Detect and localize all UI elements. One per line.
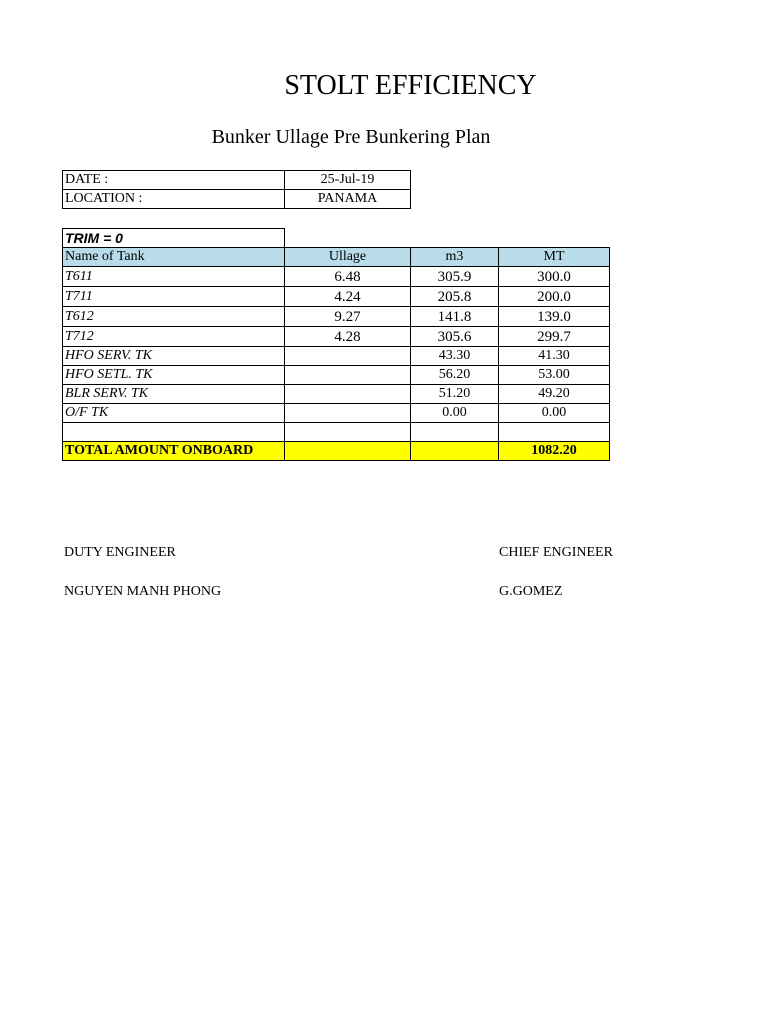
header-ullage: Ullage: [285, 248, 411, 267]
location-row: [63, 190, 411, 209]
total-label: TOTAL AMOUNT ONBOARD: [63, 442, 285, 461]
table-row: [63, 366, 610, 385]
date-row: [63, 171, 411, 190]
location-value: PANAMA: [285, 190, 411, 209]
empty-cell: [285, 423, 411, 442]
tank-ullage: [285, 347, 411, 366]
tank-m3: 0.00: [411, 404, 499, 423]
tank-m3: 56.20: [411, 366, 499, 385]
tank-name: HFO SERV. TK: [63, 347, 285, 366]
tank-mt: 0.00: [499, 404, 610, 423]
tank-ullage: [285, 404, 411, 423]
tank-mt: 300.0: [499, 267, 610, 287]
tank-name: BLR SERV. TK: [63, 385, 285, 404]
tank-m3: 51.20: [411, 385, 499, 404]
tank-mt: 139.0: [499, 307, 610, 327]
tank-ullage: [285, 385, 411, 404]
tank-mt: 41.30: [499, 347, 610, 366]
trim-label: TRIM = 0: [63, 229, 285, 248]
header-m3: m3: [411, 248, 499, 267]
empty-row: [63, 423, 610, 442]
document-title: STOLT EFFICIENCY: [284, 70, 537, 101]
table-row: [63, 385, 610, 404]
tank-mt: 200.0: [499, 287, 610, 307]
chief-engineer-title: CHIEF ENGINEER: [499, 545, 613, 560]
total-empty-cell: [411, 442, 499, 461]
tank-ullage: 9.27: [285, 307, 411, 327]
tank-name: HFO SETL. TK: [63, 366, 285, 385]
tank-name: T612: [63, 307, 285, 327]
tank-mt: 53.00: [499, 366, 610, 385]
tank-m3: 305.9: [411, 267, 499, 287]
document-subtitle: Bunker Ullage Pre Bunkering Plan: [211, 126, 491, 148]
duty-engineer-title: DUTY ENGINEER: [64, 545, 176, 560]
tank-ullage: [285, 366, 411, 385]
table-row: [63, 287, 610, 307]
tank-name: O/F TK: [63, 404, 285, 423]
trim-spacer: [285, 229, 411, 248]
table-row: [63, 327, 610, 347]
tank-mt: 299.7: [499, 327, 610, 347]
empty-cell: [411, 423, 499, 442]
tank-m3: 305.6: [411, 327, 499, 347]
chief-engineer-name: G.GOMEZ: [499, 584, 563, 599]
empty-cell: [63, 423, 285, 442]
table-row: [63, 404, 610, 423]
trim-spacer: [499, 229, 610, 248]
info-table: [62, 170, 411, 209]
tank-table: [62, 228, 610, 461]
total-empty-cell: [285, 442, 411, 461]
tank-m3: 141.8: [411, 307, 499, 327]
total-row: [63, 442, 610, 461]
date-label: DATE :: [63, 171, 285, 190]
table-row: [63, 307, 610, 327]
empty-cell: [499, 423, 610, 442]
location-label: LOCATION :: [63, 190, 285, 209]
tank-ullage: 4.24: [285, 287, 411, 307]
date-value: 25-Jul-19: [285, 171, 411, 190]
header-mt: MT: [499, 248, 610, 267]
tank-m3: 43.30: [411, 347, 499, 366]
tank-name: T712: [63, 327, 285, 347]
table-row: [63, 267, 610, 287]
total-mt: 1082.20: [499, 442, 610, 461]
header-name: Name of Tank: [63, 248, 285, 267]
tank-name: T611: [63, 267, 285, 287]
tank-ullage: 6.48: [285, 267, 411, 287]
tank-name: T711: [63, 287, 285, 307]
table-header-row: [63, 248, 610, 267]
tank-ullage: 4.28: [285, 327, 411, 347]
tank-mt: 49.20: [499, 385, 610, 404]
trim-row: [63, 229, 610, 248]
tank-m3: 205.8: [411, 287, 499, 307]
duty-engineer-name: NGUYEN MANH PHONG: [64, 584, 222, 599]
table-row: [63, 347, 610, 366]
trim-spacer: [411, 229, 499, 248]
